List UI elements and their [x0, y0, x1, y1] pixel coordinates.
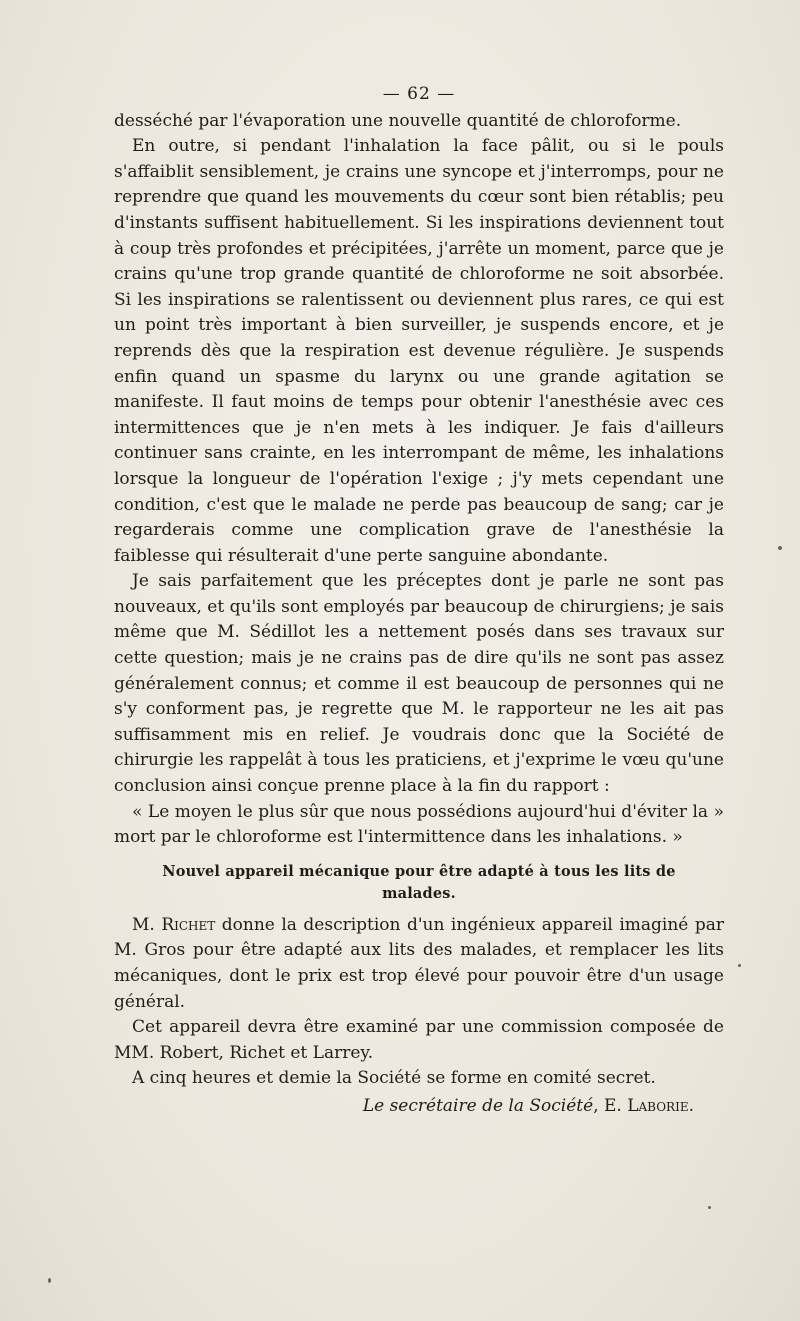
page-number: — 62 —	[382, 84, 456, 104]
paragraph-intermittence: En outre, si pendant l'inhalation la face pâlit, ou si le pouls s'affaiblit sensiblement, je crains une syncope et j'interromps, pour ne reprendre que quand les mouvements du cœur sont bien rétablis; peu d'instants suffisent habituellement. Si les inspirations deviennent tout à coup très profondes et précipitées, j'arrête un moment, parce que je crains qu'une trop grande quantité de chloroforme ne soit absorbée. Si les inspirations se ralentissent ou deviennent plus rares, ce qui est un point très important à bien surveiller, je suspends encore, et je reprends dès que la respiration est devenue régulière. Je suspends enfin quand un spasme du larynx ou une grande agitation se manifeste. Il faut moins de temps pour obtenir l'anesthésie avec ces intermittences que je n'en mets à les indiquer. Je fais d'ailleurs continuer sans crainte, en les interrompant de même, les inhalations lorsque la longueur de l'opération l'exige ; j'y mets cependant une condition, c'est que le malade ne perde pas beaucoup de sang; car je regarderais comme une complication grave de l'anesthésie la faiblesse qui résulterait d'une perte sanguine abondante.	[114, 136, 724, 566]
paper-speck	[738, 964, 741, 967]
section-heading: Nouvel appareil mécanique pour être adapté à tous les lits de malades.	[162, 862, 676, 902]
paragraph-continuation: desséché par l'évaporation une nouvelle quantité de chloroforme.	[114, 110, 682, 131]
paragraph-richet	[114, 913, 724, 1015]
richet-name: Richet	[161, 914, 216, 935]
paragraph-conclusion-quote: « Le moyen le plus sûr que nous possédions aujourd'hui d'éviter la » mort par le chloroforme est l'intermittence dans les inhalations. »	[114, 801, 724, 848]
richet-text: donne la description d'un ingénieux appareil imaginé par M. Gros pour être adapté aux lits des malades, et remplacer les lits mécaniques, dont le prix est trop élevé pour pouvoir être d'un usage général.	[114, 914, 724, 1012]
paper-speck	[48, 1278, 51, 1283]
paragraph-commission: Cet appareil devra être examiné par une commission composée de MM. Robert, Richet et Larrey.	[114, 1017, 724, 1063]
signature-name: E. Laborie.	[604, 1095, 694, 1116]
paper-speck	[778, 546, 782, 550]
paragraph-comite-secret: A cinq heures et demie la Société se forme en comité secret.	[132, 1068, 656, 1089]
signature	[114, 1094, 724, 1120]
paper-speck	[708, 1206, 711, 1209]
paragraph-preceptes: Je sais parfaitement que les préceptes dont je parle ne sont pas nouveaux, et qu'ils sont employés par beaucoup de chirurgiens; je sais même que M. Sédillot les a nettement posés dans ses travaux sur cette question; mais je ne crains pas de dire qu'ils ne sont pas assez généralement connus; et comme il est beaucoup de personnes qui ne s'y conforment pas, je regrette que M. le rapporteur ne les ait pas suffisamment mis en relief. Je voudrais donc que la Société de chirurgie les rappelât à tous les praticiens, et j'exprime le vœu qu'une conclusion ainsi conçue prenne place à la fin du rapport :	[114, 571, 724, 797]
page-body	[114, 82, 724, 1120]
signature-label: Le secrétaire de la Société	[362, 1095, 594, 1116]
richet-prefix: M.	[132, 914, 162, 935]
signature-separator: ,	[593, 1095, 604, 1116]
